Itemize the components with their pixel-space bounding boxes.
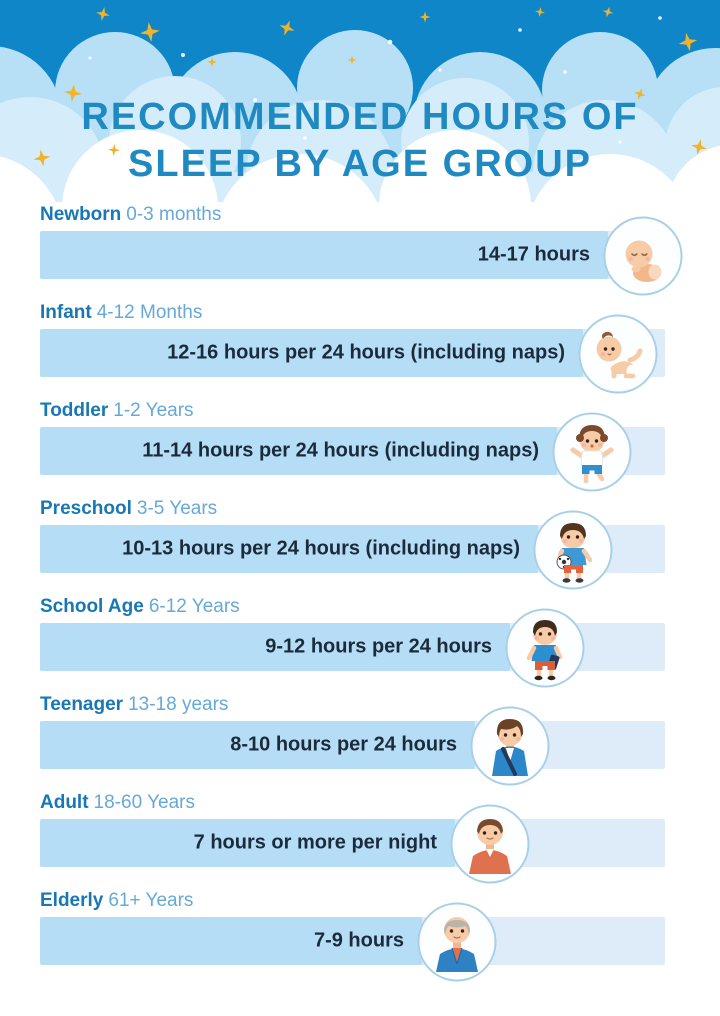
age-range: 13-18 years bbox=[128, 694, 229, 715]
page-title bbox=[0, 94, 720, 188]
header-cloud-banner bbox=[0, 0, 720, 205]
hours-label: 9-12 hours per 24 hours bbox=[265, 635, 492, 658]
age-range: 0-3 months bbox=[126, 204, 222, 225]
age-group-label bbox=[40, 792, 195, 814]
hours-label: 10-13 hours per 24 hours (including naps) bbox=[122, 537, 520, 560]
age-range: 61+ Years bbox=[108, 890, 194, 911]
preschool-icon bbox=[533, 510, 613, 590]
row-newborn bbox=[0, 202, 720, 300]
row-adult bbox=[0, 790, 720, 888]
row-toddler bbox=[0, 398, 720, 496]
age-range: 3-5 Years bbox=[136, 498, 218, 519]
sleep-bar bbox=[40, 427, 665, 475]
age-group-label bbox=[40, 498, 217, 520]
sleep-bar bbox=[40, 917, 665, 965]
age-group-name: Infant bbox=[40, 302, 92, 323]
adult-icon bbox=[450, 804, 530, 884]
row-elderly bbox=[0, 888, 720, 986]
sleep-bar bbox=[40, 721, 665, 769]
bar-fill bbox=[40, 525, 538, 573]
age-group-name: Preschool bbox=[40, 498, 132, 519]
row-school-age bbox=[0, 594, 720, 692]
hours-label: 14-17 hours bbox=[477, 243, 590, 266]
age-group-label bbox=[40, 302, 202, 324]
age-group-label bbox=[40, 694, 228, 716]
age-range: 18-60 Years bbox=[93, 792, 195, 813]
hours-label: 7 hours or more per night bbox=[193, 831, 437, 854]
age-group-name: Newborn bbox=[40, 204, 122, 225]
age-group-name: Adult bbox=[40, 792, 89, 813]
age-group-name: School Age bbox=[40, 596, 144, 617]
bar-fill bbox=[40, 917, 422, 965]
age-range: 6-12 Years bbox=[148, 596, 240, 617]
page-title-line2: SLEEP BY AGE GROUP bbox=[128, 143, 592, 185]
hours-label: 8-10 hours per 24 hours bbox=[230, 733, 457, 756]
bar-fill bbox=[40, 427, 557, 475]
sleep-bar bbox=[40, 231, 665, 279]
age-group-name: Elderly bbox=[40, 890, 104, 911]
infant-icon bbox=[578, 314, 658, 394]
newborn-icon bbox=[603, 216, 683, 296]
age-group-label bbox=[40, 400, 194, 422]
sleep-bar bbox=[40, 819, 665, 867]
age-range: 4-12 Months bbox=[96, 302, 203, 323]
sleep-bar bbox=[40, 329, 665, 377]
bar-fill bbox=[40, 721, 475, 769]
bar-fill bbox=[40, 231, 608, 279]
hours-label: 11-14 hours per 24 hours (including naps) bbox=[142, 439, 539, 462]
age-group-name: Teenager bbox=[40, 694, 124, 715]
sleep-bar bbox=[40, 525, 665, 573]
row-infant bbox=[0, 300, 720, 398]
teenager-icon bbox=[470, 706, 550, 786]
row-preschool bbox=[0, 496, 720, 594]
age-group-label bbox=[40, 890, 193, 912]
hours-label: 7-9 hours bbox=[313, 929, 404, 952]
age-group-label bbox=[40, 204, 221, 226]
bar-fill bbox=[40, 819, 455, 867]
age-range: 1-2 Years bbox=[113, 400, 194, 421]
sleep-rows bbox=[0, 202, 720, 986]
age-group-name: Toddler bbox=[40, 400, 109, 421]
sleep-bar bbox=[40, 623, 665, 671]
bar-fill bbox=[40, 329, 583, 377]
page-title-line1: RECOMMENDED HOURS OF bbox=[81, 96, 639, 138]
elderly-icon bbox=[417, 902, 497, 982]
row-teenager bbox=[0, 692, 720, 790]
school-age-icon bbox=[505, 608, 585, 688]
toddler-icon bbox=[552, 412, 632, 492]
hours-label: 12-16 hours per 24 hours (including naps) bbox=[167, 341, 565, 364]
bar-fill bbox=[40, 623, 510, 671]
age-group-label bbox=[40, 596, 240, 618]
